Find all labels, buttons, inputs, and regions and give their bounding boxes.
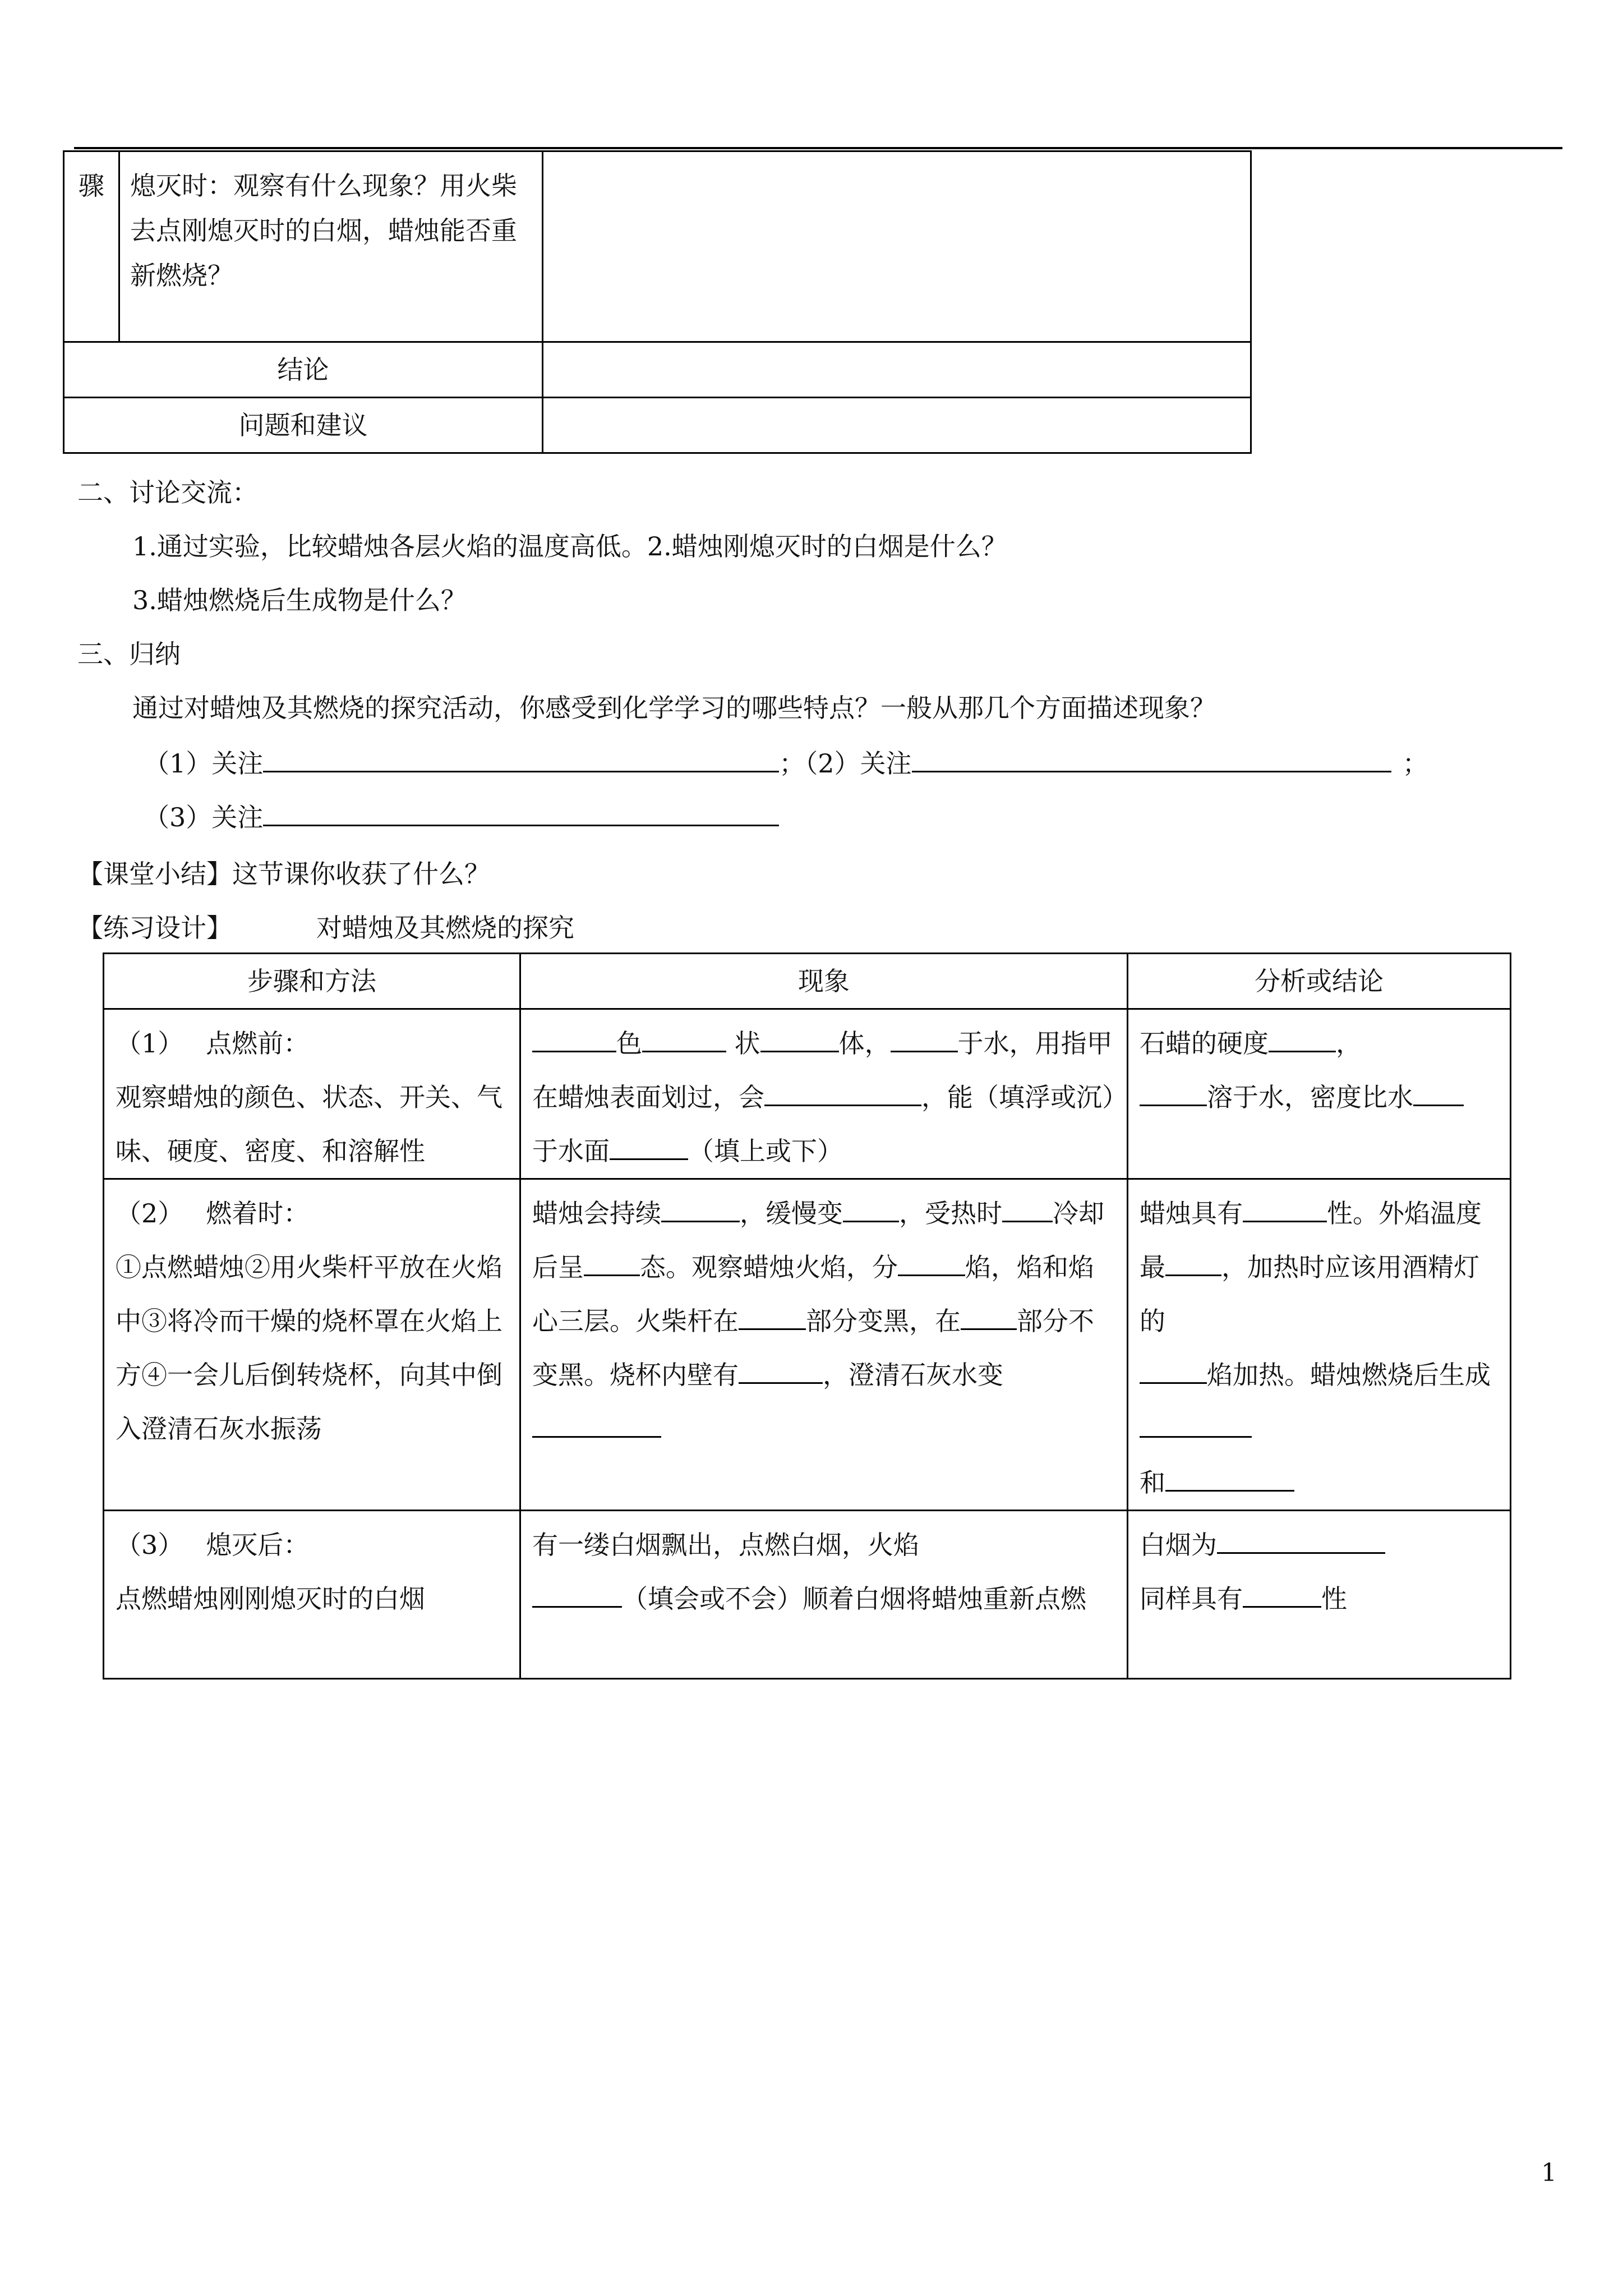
- row2-step: [104, 1179, 520, 1511]
- blank[interactable]: [898, 1249, 965, 1276]
- class-summary-text: 这节课你收获了什么？: [232, 859, 490, 889]
- text: 冷却后呈: [532, 1198, 1104, 1282]
- extinguish-answer-cell[interactable]: [543, 151, 1251, 342]
- blank[interactable]: [1140, 1410, 1252, 1438]
- text: 状: [734, 1028, 760, 1059]
- row1-step-num: （1）: [116, 1028, 184, 1059]
- text: 色: [616, 1028, 642, 1059]
- issues-label: 问题和建议: [64, 398, 543, 453]
- blank[interactable]: [1217, 1526, 1385, 1554]
- text: 和: [1140, 1467, 1165, 1498]
- row1-step: [104, 1009, 520, 1179]
- row2-phenomenon: [520, 1179, 1128, 1511]
- focus-blank-2[interactable]: [912, 745, 1391, 772]
- blank[interactable]: [760, 1025, 839, 1052]
- row1-step-desc: 观察蜡烛的颜色、状态、开关、气味、硬度、密度、和溶解性: [116, 1082, 502, 1166]
- row2-step-title: 燃着时：: [206, 1198, 310, 1228]
- text: 石蜡的硬度: [1140, 1028, 1269, 1059]
- row3-phenomenon: [520, 1511, 1128, 1679]
- text: 部分不变黑。烧杯内壁有: [532, 1306, 1094, 1390]
- practice-table: [103, 953, 1511, 1680]
- focus-label-1: （1）关注: [144, 748, 264, 779]
- blank[interactable]: [1243, 1195, 1327, 1222]
- semicolon: ；: [1402, 748, 1428, 779]
- text: （填上或下）: [688, 1136, 843, 1166]
- blank[interactable]: [532, 1580, 622, 1608]
- issues-answer-cell[interactable]: [543, 398, 1251, 453]
- header-steps: 步骤和方法: [104, 954, 520, 1009]
- row3-step-desc: 点燃蜡烛刚刚熄灭时的白烟: [116, 1584, 425, 1614]
- row3-step-title: 熄灭后：: [206, 1530, 310, 1560]
- text: 蜡烛具有: [1140, 1198, 1243, 1228]
- blank[interactable]: [739, 1356, 823, 1384]
- discussion-line-1: 1.通过实验，比较蜡烛各层火焰的温度高低。2.蜡烛刚熄灭时的白烟是什么？: [132, 531, 1007, 562]
- discussion-heading: 二、讨论交流：: [77, 477, 258, 508]
- row3-analysis: [1128, 1511, 1511, 1679]
- text: 性。外焰温度最: [1140, 1198, 1482, 1282]
- text: 焰加热。蜡烛燃烧后生成: [1207, 1360, 1491, 1390]
- blank[interactable]: [1140, 1079, 1207, 1106]
- practice-label: 【练习设计】: [77, 913, 232, 943]
- blank[interactable]: [1140, 1356, 1207, 1384]
- blank[interactable]: [1165, 1249, 1221, 1276]
- blank[interactable]: [1002, 1195, 1053, 1222]
- text: 同样具有: [1140, 1584, 1243, 1614]
- text: 蜡烛会持续: [532, 1198, 661, 1228]
- class-summary-label: 【课堂小结】: [77, 859, 232, 889]
- blank[interactable]: [1165, 1464, 1294, 1492]
- focus-blank-3[interactable]: [263, 799, 779, 826]
- extinguish-text: 熄灭时：观察有什么现象？用火柴去点刚熄灭时的白烟，蜡烛能否重新燃烧？: [130, 171, 517, 291]
- text: ，: [1336, 1028, 1362, 1059]
- page-number: 1: [1541, 2159, 1557, 2187]
- blank[interactable]: [739, 1303, 806, 1330]
- text: 部分变黑，在: [806, 1306, 961, 1336]
- table-row: [104, 1009, 1511, 1179]
- step-cell: [64, 151, 119, 342]
- focus-blank-1[interactable]: [263, 745, 779, 772]
- practice-heading: [77, 911, 574, 945]
- row2-step-num: （2）: [116, 1198, 184, 1228]
- text: 于水，用指甲在蜡烛表面划过，会: [532, 1028, 1113, 1112]
- blank[interactable]: [1243, 1580, 1321, 1608]
- focus-label-3: （3）关注: [144, 802, 264, 832]
- row1-step-title: 点燃前：: [206, 1028, 310, 1059]
- summary-item-row-3: [144, 799, 779, 834]
- summary-question: 通过对蜡烛及其燃烧的探究活动，你感受到化学学习的哪些特点？一般从那几个方面描述现象？: [132, 693, 1216, 723]
- text: ，澄清石灰水变: [823, 1360, 1003, 1390]
- table-row: [104, 1511, 1511, 1679]
- blank[interactable]: [661, 1195, 740, 1222]
- text: 态。观察蜡烛火焰，分: [640, 1252, 898, 1282]
- text: 焰，焰和焰心三层。火柴杆在: [532, 1252, 1094, 1336]
- class-summary: [77, 857, 490, 891]
- summary-item-row: [144, 745, 1428, 780]
- blank[interactable]: [764, 1079, 921, 1106]
- row2-step-desc: ①点燃蜡烛②用火柴杆平放在火焰中③将冷而干燥的烧杯罩在火焰上方④一会儿后倒转烧杯，向其中倒入澄清石灰水振荡: [116, 1252, 502, 1444]
- row2-analysis: [1128, 1179, 1511, 1511]
- text: 白烟为: [1140, 1530, 1217, 1560]
- blank[interactable]: [532, 1025, 616, 1052]
- text: ，缓慢变: [740, 1198, 843, 1228]
- summary-heading: 三、归纳: [77, 639, 181, 669]
- blank[interactable]: [1269, 1025, 1336, 1052]
- blank[interactable]: [584, 1249, 640, 1276]
- header-rule: [74, 147, 1562, 149]
- row3-step: [104, 1511, 520, 1679]
- focus-label-2: （2）关注: [805, 748, 912, 779]
- blank[interactable]: [891, 1025, 958, 1052]
- row3-step-num: （3）: [116, 1530, 184, 1560]
- extinguish-cell: [119, 151, 543, 342]
- blank[interactable]: [610, 1133, 688, 1160]
- text: 有一缕白烟飘出，点燃白烟，火焰: [532, 1530, 919, 1560]
- discussion-line-2: 3.蜡烛燃烧后生成物是什么？: [132, 585, 467, 615]
- conclusion-label: 结论: [64, 342, 543, 398]
- semicolon: ；: [779, 748, 805, 779]
- blank[interactable]: [642, 1025, 726, 1052]
- experiment-table: [63, 150, 1252, 454]
- blank[interactable]: [1413, 1079, 1464, 1106]
- text: ，加热时应该用酒精灯的: [1140, 1252, 1479, 1336]
- table-row: [104, 1179, 1511, 1511]
- blank[interactable]: [843, 1195, 899, 1222]
- table-header-row: [104, 954, 1511, 1009]
- text: 性: [1321, 1584, 1347, 1614]
- header-analysis: 分析或结论: [1128, 954, 1511, 1009]
- header-phenomenon: 现象: [520, 954, 1128, 1009]
- row1-phenomenon: [520, 1009, 1128, 1179]
- text: 体，: [838, 1028, 891, 1059]
- text: （填会或不会）顺着白烟将蜡烛重新点燃: [622, 1584, 1086, 1614]
- text: 溶于水，密度比水: [1207, 1082, 1413, 1112]
- text: ，能（填浮或沉）于水面: [532, 1082, 1115, 1166]
- practice-title: 对蜡烛及其燃烧的探究: [316, 913, 574, 943]
- conclusion-answer-cell[interactable]: [543, 342, 1251, 398]
- step-char: 骤: [79, 171, 104, 201]
- blank[interactable]: [532, 1410, 661, 1438]
- row1-analysis: [1128, 1009, 1511, 1179]
- text: ，受热时: [899, 1198, 1002, 1228]
- blank[interactable]: [961, 1303, 1017, 1330]
